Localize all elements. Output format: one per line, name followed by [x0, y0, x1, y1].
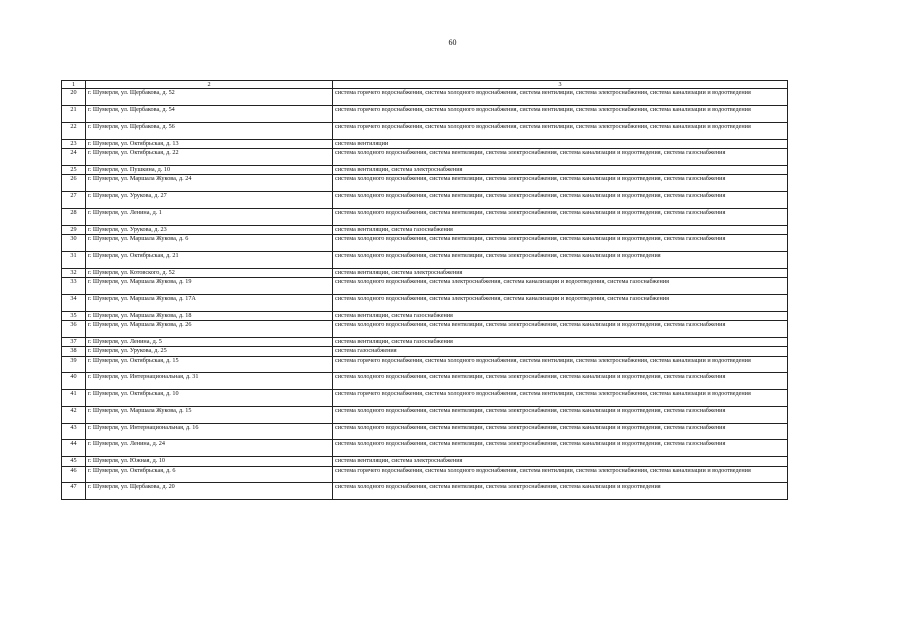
address-cell: г. Шумерля, ул. Щербакова, д. 54 — [86, 106, 333, 123]
address-cell: г. Шумерля, ул. Маршала Жукова, д. 26 — [86, 320, 333, 337]
systems-cell: система вентиляции, система электроснабжения — [333, 165, 788, 174]
address-cell: г. Шумерля, ул. Интернациональная, д. 16 — [86, 423, 333, 440]
row-number-cell: 27 — [62, 191, 86, 208]
table-row — [62, 294, 788, 311]
address-cell: г. Шумерля, ул. Южная, д. 10 — [86, 457, 333, 466]
address-cell: г. Шумерля, ул. Щербакова, д. 56 — [86, 122, 333, 139]
systems-cell: система газоснабжения — [333, 347, 788, 356]
row-number-cell: 46 — [62, 466, 86, 483]
row-number-cell: 40 — [62, 373, 86, 390]
address-cell: г. Шумерля, ул. Октябрьская, д. 22 — [86, 148, 333, 165]
header-row — [62, 81, 788, 89]
row-number-cell: 33 — [62, 277, 86, 294]
address-cell: г. Шумерля, ул. Интернациональная, д. 31 — [86, 373, 333, 390]
systems-cell: система холодного водоснабжения, система вентиляции, система электроснабжения, система канализации и водоотведения, система газоснабжения — [333, 148, 788, 165]
row-number-cell: 44 — [62, 440, 86, 457]
address-cell: г. Шумерля, ул. Октябрьская, д. 21 — [86, 251, 333, 268]
systems-cell: система холодного водоснабжения, система вентиляции, система электроснабжения, система канализации и водоотведения, система газоснабжения — [333, 234, 788, 251]
table-row — [62, 406, 788, 423]
table-row — [62, 89, 788, 106]
table-row — [62, 440, 788, 457]
row-number-cell: 47 — [62, 483, 86, 500]
table-row — [62, 311, 788, 320]
address-cell: г. Шумерля, ул. Ленина, д. 5 — [86, 337, 333, 346]
systems-cell: система горячего водоснабжения, система холодного водоснабжения, система вентиляции, система электроснабжения, система канализации и водоотведения — [333, 466, 788, 483]
row-number-cell: 20 — [62, 89, 86, 106]
address-cell: г. Шумерля, ул. Щербакова, д. 20 — [86, 483, 333, 500]
address-cell: г. Шумерля, ул. Урукова, д. 25 — [86, 347, 333, 356]
table-row — [62, 106, 788, 123]
address-cell: г. Шумерля, ул. Октябрьская, д. 15 — [86, 356, 333, 373]
row-number-cell: 29 — [62, 225, 86, 234]
table-body — [62, 89, 788, 500]
systems-cell: система вентиляции, система электроснабжения — [333, 457, 788, 466]
row-number-cell: 31 — [62, 251, 86, 268]
table-row — [62, 225, 788, 234]
table-row — [62, 191, 788, 208]
table-header — [62, 81, 788, 89]
systems-cell: система холодного водоснабжения, система вентиляции, система электроснабжения, система канализации и водоотведения, система газоснабжения — [333, 208, 788, 225]
table-row — [62, 139, 788, 148]
table-row — [62, 457, 788, 466]
address-cell: г. Шумерля, ул. Котовского, д. 52 — [86, 268, 333, 277]
systems-cell: система холодного водоснабжения, система вентиляции, система электроснабжения, система канализации и водоотведения, система газоснабжения — [333, 373, 788, 390]
table-row — [62, 268, 788, 277]
row-number-cell: 42 — [62, 406, 86, 423]
row-number-cell: 22 — [62, 122, 86, 139]
row-number-cell: 25 — [62, 165, 86, 174]
row-number-cell: 38 — [62, 347, 86, 356]
address-cell: г. Шумерля, ул. Маршала Жукова, д. 19 — [86, 277, 333, 294]
header-col-2: 2 — [86, 81, 333, 89]
address-cell: г. Шумерля, ул. Ленина, д. 1 — [86, 208, 333, 225]
systems-cell: система горячего водоснабжения, система холодного водоснабжения, система вентиляции, система электроснабжения, система канализации и водоотведения — [333, 122, 788, 139]
table-row — [62, 347, 788, 356]
table-row — [62, 390, 788, 407]
row-number-cell: 37 — [62, 337, 86, 346]
address-cell: г. Шумерля, ул. Октябрьская, д. 10 — [86, 390, 333, 407]
table-row — [62, 148, 788, 165]
address-cell: г. Шумерля, ул. Маршала Жукова, д. 6 — [86, 234, 333, 251]
address-cell: г. Шумерля, ул. Маршала Жукова, д. 17А — [86, 294, 333, 311]
address-cell: г. Шумерля, ул. Октябрьская, д. 6 — [86, 466, 333, 483]
address-cell: г. Шумерля, ул. Маршала Жукова, д. 15 — [86, 406, 333, 423]
systems-cell: система холодного водоснабжения, система вентиляции, система электроснабжения, система канализации и водоотведения, система газоснабжения — [333, 191, 788, 208]
row-number-cell: 21 — [62, 106, 86, 123]
row-number-cell: 34 — [62, 294, 86, 311]
table-row — [62, 466, 788, 483]
systems-cell: система холодного водоснабжения, система электроснабжения, система канализации и водоотведения, система газоснабжения — [333, 277, 788, 294]
systems-cell: система вентиляции — [333, 139, 788, 148]
systems-cell: система холодного водоснабжения, система вентиляции, система электроснабжения, система канализации и водоотведения, система газоснабжения — [333, 423, 788, 440]
systems-cell: система холодного водоснабжения, система вентиляции, система электроснабжения, система канализации и водоотведения, система газоснабжения — [333, 175, 788, 192]
table-row — [62, 251, 788, 268]
address-cell: г. Шумерля, ул. Ленина, д. 24 — [86, 440, 333, 457]
systems-cell: система вентиляции, система газоснабжения — [333, 337, 788, 346]
systems-cell: система холодного водоснабжения, система вентиляции, система электроснабжения, система канализации и водоотведения, система газоснабжения — [333, 440, 788, 457]
row-number-cell: 39 — [62, 356, 86, 373]
systems-cell: система холодного водоснабжения, система вентиляции, система электроснабжения, система канализации и водоотведения — [333, 251, 788, 268]
row-number-cell: 41 — [62, 390, 86, 407]
header-col-3: 3 — [333, 81, 788, 89]
systems-cell: система вентиляции, система электроснабжения — [333, 268, 788, 277]
row-number-cell: 32 — [62, 268, 86, 277]
row-number-cell: 23 — [62, 139, 86, 148]
table-row — [62, 234, 788, 251]
systems-cell: система вентиляции, система газоснабжения — [333, 225, 788, 234]
systems-cell: система холодного водоснабжения, система электроснабжения, система канализации и водоотведения, система газоснабжения — [333, 294, 788, 311]
table-row — [62, 175, 788, 192]
table-row — [62, 320, 788, 337]
row-number-cell: 45 — [62, 457, 86, 466]
address-cell: г. Шумерля, ул. Октябрьская, д. 13 — [86, 139, 333, 148]
table-row — [62, 423, 788, 440]
table-row — [62, 483, 788, 500]
row-number-cell: 43 — [62, 423, 86, 440]
table-row — [62, 208, 788, 225]
row-number-cell: 30 — [62, 234, 86, 251]
systems-cell: система горячего водоснабжения, система холодного водоснабжения, система вентиляции, система электроснабжения, система канализации и водоотведения — [333, 390, 788, 407]
row-number-cell: 28 — [62, 208, 86, 225]
row-number-cell: 26 — [62, 175, 86, 192]
row-number-cell: 35 — [62, 311, 86, 320]
table-row — [62, 337, 788, 346]
header-col-1: 1 — [62, 81, 86, 89]
address-cell: г. Шумерля, ул. Урукова, д. 27 — [86, 191, 333, 208]
systems-cell: система холодного водоснабжения, система вентиляции, система электроснабжения, система канализации и водоотведения, система газоснабжения — [333, 406, 788, 423]
row-number-cell: 24 — [62, 148, 86, 165]
address-cell: г. Шумерля, ул. Щербакова, д. 52 — [86, 89, 333, 106]
table-row — [62, 277, 788, 294]
table-row — [62, 373, 788, 390]
address-cell: г. Шумерля, ул. Урукова, д. 23 — [86, 225, 333, 234]
table-row — [62, 122, 788, 139]
page-number: 60 — [448, 38, 457, 47]
systems-cell: система горячего водоснабжения, система холодного водоснабжения, система вентиляции, система электроснабжения, система канализации и водоотведения — [333, 89, 788, 106]
table-row — [62, 165, 788, 174]
table-row — [62, 356, 788, 373]
row-number-cell: 36 — [62, 320, 86, 337]
building-systems-table — [61, 80, 788, 500]
systems-cell: система холодного водоснабжения, система вентиляции, система электроснабжения, система канализации и водоотведения, система газоснабжения — [333, 320, 788, 337]
address-cell: г. Шумерля, ул. Маршала Жукова, д. 18 — [86, 311, 333, 320]
systems-cell: система горячего водоснабжения, система холодного водоснабжения, система вентиляции, система электроснабжения, система канализации и водоотведения — [333, 356, 788, 373]
systems-cell: система горячего водоснабжения, система холодного водоснабжения, система вентиляции, система электроснабжения, система канализации и водоотведения — [333, 106, 788, 123]
address-cell: г. Шумерля, ул. Маршала Жукова, д. 24 — [86, 175, 333, 192]
address-cell: г. Шумерля, ул. Пушкина, д. 10 — [86, 165, 333, 174]
systems-cell: система холодного водоснабжения, система вентиляции, система электроснабжения, система канализации и водоотведения — [333, 483, 788, 500]
systems-cell: система вентиляции, система газоснабжения — [333, 311, 788, 320]
